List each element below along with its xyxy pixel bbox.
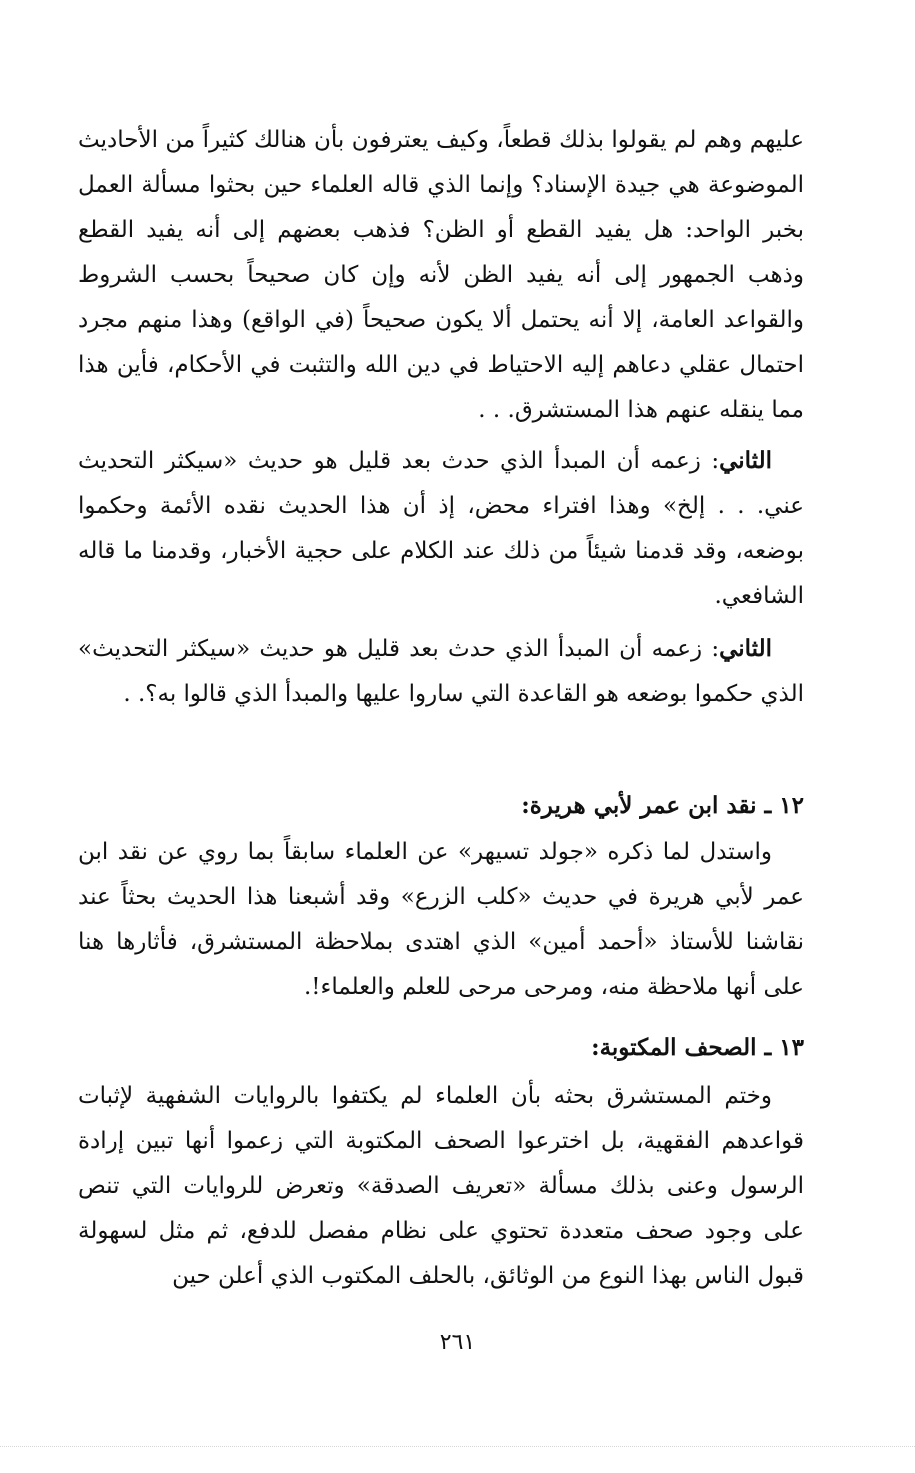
section-heading-12: ١٢ ـ نقد ابن عمر لأبي هريرة: <box>521 792 804 819</box>
paragraph-continuation: عليهم وهم لم يقولوا بذلك قطعاً، وكيف يعترفون بأن هنالك كثيراً من الأحاديث الموضوعة هي جيدة الإسناد؟ وإنما الذي قاله العلماء حين بحثوا مسألة العمل بخبر الواحد: هل يفيد القطع أو الظن؟ فذهب بعضهم إلى أنه يفيد القطع وذهب الجمهور إلى أنه يفيد الظن لأنه وإن كان صحيحاً بحسب الشروط والقواعد العامة، إلا أنه يحتمل ألا يكون صحيحاً (في الواقع) وهذا منهم مجرد احتمال عقلي دعاهم إليه الاحتياط في دين الله والتثبت في الأحكام، فأين هذا مما ينقله عنهم هذا المستشرق. . . <box>78 127 804 423</box>
paragraph-section-12: واستدل لما ذكره «جولد تسيهر» عن العلماء سابقاً بما روي عن نقد ابن عمر لأبي هريرة في حديث «كلب الزرع» وقد أشبعنا هذا الحديث بحثاً عند نقاشنا للأستاذ «أحمد أمين» الذي اهتدى بملاحظة المستشرق، فأثارها هنا على أنها ملاحظة منه، ومرحى مرحى للعلم والعلماء!. <box>78 839 804 1000</box>
paragraph-second-point-b <box>78 626 804 717</box>
scan-edge-line <box>0 1446 915 1447</box>
paragraph-lead-word: الثاني <box>719 635 772 662</box>
paragraph-section-13: وختم المستشرق بحثه بأن العلماء لم يكتفوا بالروايات الشفهية لإثبات قواعدهم الفقهية، بل اخترعوا الصحف المكتوبة التي زعموا أنها تبين إرادة الرسول وعنى بذلك مسألة «تعريف الصدقة» وتعرض للروايات التي تنص على وجود صحف متعددة تحتوي على نظام مفصل للدفع، ثم مثل لسهولة قبول الناس بهذا النوع من الوثائق، بالحلف المكتوب الذي أعلن حين <box>78 1083 804 1289</box>
paragraph-body: : زعمه أن المبدأ الذي حدث بعد قليل هو حديث «سيكثر التحديث عني. . . إلخ» وهذا افتراء محض، إذ أن هذا الحديث نقده الأئمة وحكموا بوضعه، وقد قدمنا شيئاً من ذلك عند الكلام على حجية الأخبار، وقدمنا ما قاله الشافعي. <box>78 448 804 609</box>
paragraph-body: : زعمه أن المبدأ الذي حدث بعد قليل هو حديث «سيكثر التحديث» الذي حكموا بوضعه هو القاعدة التي ساروا عليها والمبدأ الذي قالوا به؟. . <box>78 636 804 707</box>
page-number: ٢٦١ <box>439 1330 476 1355</box>
paragraph-second-point-a <box>78 438 804 619</box>
paragraph-lead-word: الثاني <box>719 447 772 474</box>
section-heading-13: ١٣ ـ الصحف المكتوبة: <box>591 1034 804 1061</box>
